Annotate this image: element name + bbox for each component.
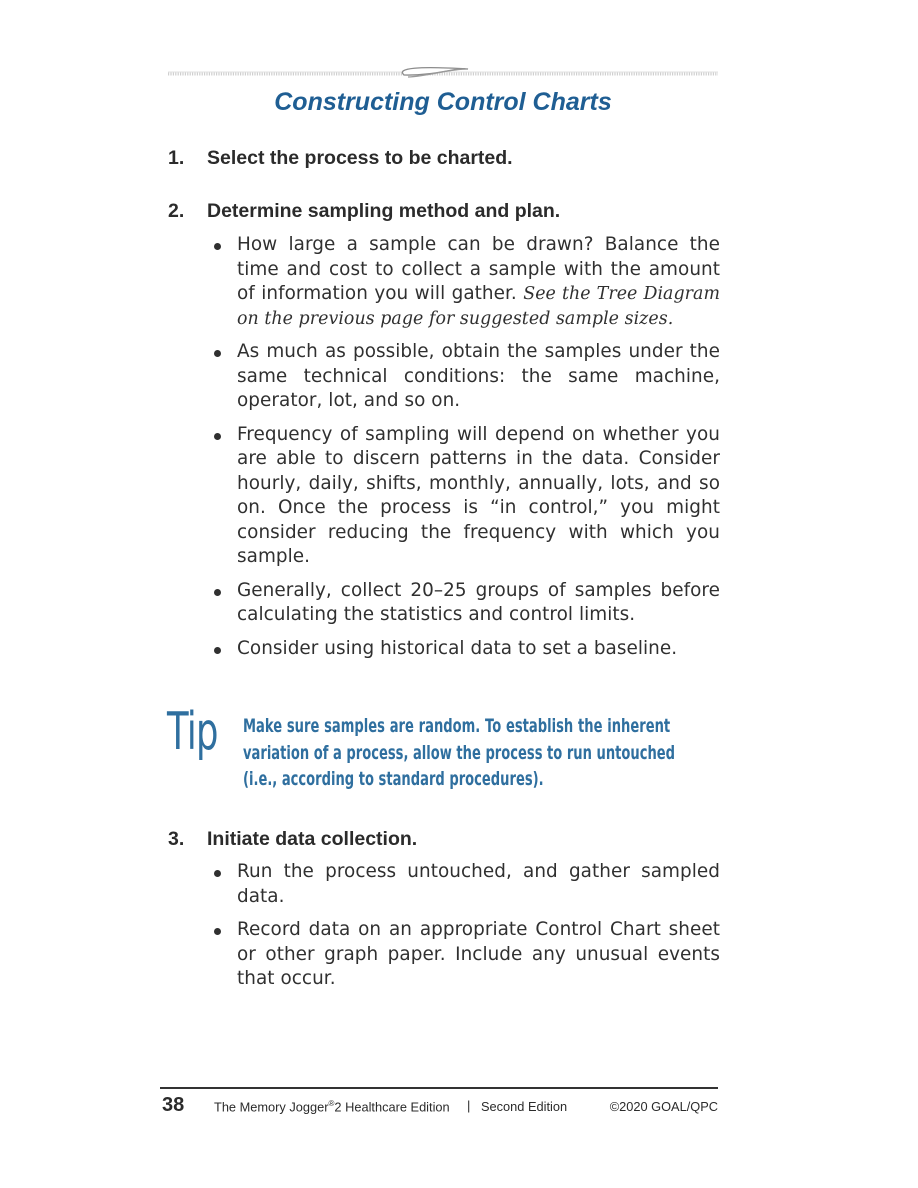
bullet-text: Consider using historical data to set a baseline. xyxy=(237,637,678,659)
copyright-notice: ©2020 GOAL/QPC xyxy=(609,1099,718,1114)
step-number: 2. xyxy=(168,200,185,222)
bullet-icon xyxy=(214,433,221,440)
bullet-text: Frequency of sampling will depend on whether you are able to discern patterns in the data. Consider hourly, daily, shifts, monthly, annually, lots, and so on. Once the process is “in control,” you might consider reducing the frequency with which you sample. xyxy=(237,423,720,567)
tip-label: Tip xyxy=(167,702,218,762)
page-footer xyxy=(160,1092,718,1116)
tip-text xyxy=(243,713,676,793)
step-heading: Select the process to be charted. xyxy=(207,147,513,169)
bullet-icon xyxy=(214,350,221,357)
bullet-text: As much as possible, obtain the samples under the same technical conditions: the same machine, operator, lot, and so on. xyxy=(237,341,720,411)
list-item xyxy=(212,423,720,570)
bullet-icon xyxy=(214,647,221,654)
step-2 xyxy=(168,200,728,223)
list-item xyxy=(212,860,720,909)
book-title xyxy=(214,1099,450,1114)
tip-line: (i.e., according to standard procedures). xyxy=(243,768,544,790)
bullet-note: See the Tree Diagram on the previous page for suggested sample sizes. xyxy=(237,284,720,329)
edition-label: Second Edition xyxy=(481,1099,568,1114)
title-ornament xyxy=(168,62,718,86)
step-2-bullet-list xyxy=(212,233,720,670)
book-title-main: The Memory Jogger xyxy=(214,1099,329,1115)
bullet-icon xyxy=(214,243,221,250)
tip-line: variation of a process, allow the process to run untouched xyxy=(243,741,676,764)
step-number: 3. xyxy=(168,828,185,850)
page-number: 38 xyxy=(162,1094,185,1116)
step-heading: Initiate data collection. xyxy=(207,828,418,850)
list-item xyxy=(212,918,720,992)
bullet-icon xyxy=(214,589,221,596)
bullet-text: How large a sample can be drawn? Balance the time and cost to collect a sample with the amount of information you will gather. xyxy=(237,234,720,304)
step-3-bullet-list xyxy=(212,860,720,1001)
step-number: 1. xyxy=(168,147,185,169)
book-title-sub: 2 Healthcare Edition xyxy=(334,1099,450,1115)
bullet-text: Run the process untouched, and gather sampled data. xyxy=(237,861,720,907)
registered-mark: ® xyxy=(328,1099,335,1108)
bullet-icon xyxy=(214,928,221,935)
footer-separator: | xyxy=(467,1098,471,1113)
list-item xyxy=(212,579,720,628)
step-3 xyxy=(168,828,728,851)
step-heading: Determine sampling method and plan. xyxy=(207,200,561,222)
list-item xyxy=(212,340,720,414)
list-item xyxy=(212,637,720,662)
footer-divider xyxy=(160,1087,718,1089)
bullet-text: Generally, collect 20–25 groups of samples before calculating the statistics and control limits. xyxy=(237,579,720,625)
tip-line: Make sure samples are random. To establish the inherent xyxy=(243,715,671,737)
step-1 xyxy=(168,147,728,170)
list-item xyxy=(212,233,720,331)
bullet-icon xyxy=(214,870,221,877)
page-title: Constructing Control Charts xyxy=(274,88,612,116)
bullet-text: Record data on an appropriate Control Chart sheet or other graph paper. Include any unusual events that occur. xyxy=(237,919,720,989)
